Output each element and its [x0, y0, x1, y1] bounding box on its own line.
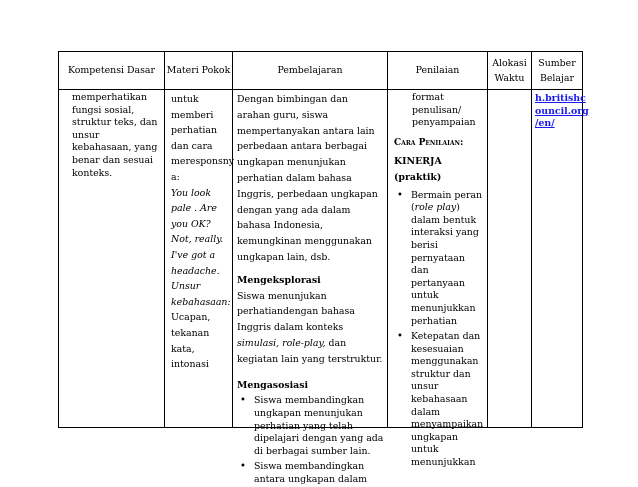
- header-materi-pokok: Materi Pokok: [165, 52, 233, 90]
- header-alokasi-waktu: Alokasi Waktu: [488, 52, 532, 90]
- heading-mengasosiasi: Mengasosiasi: [237, 379, 309, 391]
- praktik-label: (praktik): [394, 171, 442, 183]
- list-item: • Bermain peran (role play) dalam bentuk interaksi yang berisi pernyataan dan pertanyaan untuk menunjukkan perhatian: [394, 190, 485, 329]
- header-sumber-belajar: Sumber Belajar: [532, 52, 583, 90]
- materi-unsur-items: Ucapan, tekanan kata, intonasi: [171, 312, 211, 371]
- materi-unsur-label: Unsur kebahasaan:: [171, 281, 231, 308]
- penilaian-list: [394, 190, 485, 470]
- cell-pembelajaran: [233, 90, 388, 485]
- cell-kompetensi-dasar: [59, 90, 165, 428]
- heading-mengeksplorasi: Mengeksplorasi: [237, 274, 321, 286]
- list-item: • Siswa membandingkan antara ungkapan dalam: [237, 461, 384, 486]
- cell-alokasi-waktu: [488, 90, 532, 428]
- header-row: [59, 52, 583, 90]
- cell-sumber-belajar: [532, 90, 589, 428]
- kinerja-label: KINERJA: [394, 156, 442, 168]
- header-kompetensi-dasar: Kompetensi Dasar: [59, 52, 165, 90]
- list-item: • Ketepatan dan kesesuaian menggunakan struktur dan unsur kebahasaan dalam menyampaikan ungkapan untuk menunjukkan: [394, 331, 485, 470]
- header-penilaian: Penilaian: [388, 52, 488, 90]
- penilaian-top: format penulisan/ penyampaian: [412, 92, 476, 129]
- explore-text: Siswa menunjukan perhatiandengan bahasa Inggris dalam konteks simulasi, role-play, dan kegiatan lain yang terstruktur.: [237, 290, 383, 365]
- table-row: [59, 90, 583, 428]
- header-pembelajaran: Pembelajaran: [233, 52, 388, 90]
- materi-examples: You look pale . Are you OK? Not, really. I've got a headache.: [171, 187, 224, 277]
- cell-materi-pokok: [165, 90, 233, 428]
- asosiasi-list: [237, 395, 384, 486]
- materi-text: untuk memberi perhatian dan cara meresponsny a:: [171, 94, 235, 183]
- cara-penilaian-label: Cara Penilaian:: [394, 137, 464, 148]
- cell-penilaian: [388, 90, 488, 469]
- list-item: • Siswa membandingkan ungkapan menunjukan perhatian yang telah dipelajari dengan yang ada di berbagai sumber lain.: [237, 395, 384, 458]
- kd-text: memperhatikan fungsi sosial, struktur teks, dan unsur kebahasaan, yang benar dan sesuai konteks.: [72, 92, 158, 179]
- lesson-plan-table: [58, 51, 589, 485]
- sumber-link[interactable]: h.britishc ouncil.org /en/: [535, 93, 589, 130]
- pembelajaran-intro: Dengan bimbingan dan arahan guru, siswa mempertanyakan antara lain perbedaan antara berbagai ungkapan menunjukan perhatian dalam bahasa Inggris, perbedaan ungkapan dengan yang ada dalam bahasa Indonesia, kemungkinan menggunakan ungkapan lain, dsb.: [237, 94, 378, 263]
